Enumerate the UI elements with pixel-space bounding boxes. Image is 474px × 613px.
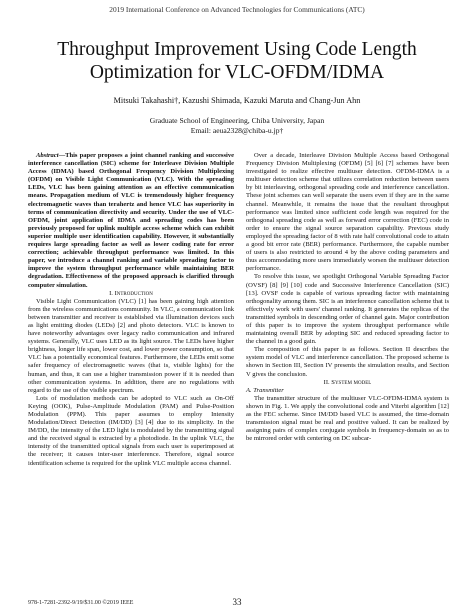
title-line-2: Optimization for VLC-OFDM/IDMA <box>89 62 385 83</box>
title-line-1: Throughput Improvement Using Code Length <box>57 39 417 60</box>
paragraph: Visible Light Communication (VLC) [1] has been gaining high attention from the wireless communications community. In VLC, a communication link between transmitter and receiver is established via illumination devices such as light emitting diodes (LEDs) [2] and photo detectors. VLC is known to have noteworthy advantages over legacy radio communication and infrared systems. Generally, VLC uses LED as its light source. The LEDs have higher brightness, longer life span, lower cost, and lower power consumption, so that VLC has a potentially economical features. Furthermore, the LEDs emit some safer frequency of electromagnetic waves (that is, visible lights) for the human, and thus, it can use a higher transmission power if it is needed than other communication systems. In addition, there are no regulations with regard to the use of the visible spectrum. <box>28 297 234 394</box>
affiliation-block <box>0 116 474 136</box>
right-column <box>246 152 449 443</box>
paragraph: Lots of modulation methods can be adopted to VLC such as On-Off Keying (OOK), Pulse-Amplitude Modulation (PAM) and Pulse-Position Modulation (PPM). This paper assumes to employ Intensity Modulation/Direct Detection (IM/DD) [3] [4] due to its simplicity. In the IM/DD, the intensity of the LED light is modulated by the transmitting signal and the received signal is extracted by a photodiode. In the uplink VLC, the intensity of the transmitted optical signals from each user is superimposed at the receiver; it causes inter-user interference. Therefore, signal source identification scheme is required for the uplink VLC multiple access channel. <box>28 394 234 467</box>
abstract-text: —This paper proposes a joint channel ranking and successive interference cancellation (SIC) scheme for Interleave Division Multiple Access (IDMA) based Orthogonal Frequency Division Multiplexing (OFDM) on Visible Light Communication (VLC). With the spreading LEDs, VLC has been gaining attention as an effective communication means. Propagation medium of VLC is tremendously higher frequency electromagnetic waves than terahertz and hence VLC has superiority in terms of communication directivity and security. Under the use of VLC-OFDM, joint application of IDMA and spreading codes has been previously proposed for uplink multiple access scheme which can exhibit superior multiple user identification capability. However, it substantially requires large spreading factor as well as lower coding rate for error correction; achievable throughput performance was limited. In this paper, we introduce a channel ranking and variable spreading factor to improve the system throughput performance while maintaining BER degradation. Effectiveness of the proposed approach is clarified through computer simulation. <box>28 152 234 289</box>
copyright-footer: 978-1-7281-2392-9/19/$31.00 ©2019 IEEE <box>28 600 134 606</box>
paragraph: To resolve this issue, we spotlight Orthogonal Variable Spreading Factor (OVSF) [8] [9] [10] code and Successive Interference Cancellation (SIC) [13]. OVSF code is capable of various spreading factor with maintaining orthogonality among them. SIC is an interference cancellation scheme that is effectively work with users' channel ranking. It generates the replicas of the transmitted symbols in descending order of channel gain. Major contribution of this paper is to improve the system throughput performance while maintaining overall BER by adopting SIC and reduced spreading factor to the channel in a good gain. <box>246 273 449 346</box>
affiliation: Graduate School of Engineering, Chiba University, Japan <box>149 116 325 125</box>
paragraph: Over a decade, Interleave Division Multiple Access based Orthogonal Frequency Division Multiplexing (OFDM) [5] [6] [7] schemes have been investigated to realize effective multiuser detection. OFDM-IDMA is a multiuser detection scheme that utilizes correlation reduction between users by bit interleaving, orthogonal spreading code and interference cancellation. These joint schemes can well separate the users even if they are in the same channel. Meanwhile, it remains the issue that the resultant throughput performance was limited since sufficient code length was required for the orthogonal spreading code as well as forward error correction (FEC) code in order to ensure the signal source separation capability. Previous study employed the spreading factor of 8 with rate half convolutional code to attain a good bit error rate (BER) performance. Furthermore, the capable number of users is also restricted to around 4 by the above coding parameters and thus accommodating more users immediately worsen the multiuser detection performance. <box>246 152 449 273</box>
paragraph: The composition of this paper is as follows. Section II describes the system model of VLC and interference cancellation. The proposed scheme is shown in Section III, Section IV presents the simulation results, and Section V gives the conclusion. <box>246 346 449 378</box>
section-2-heading: II. System model <box>323 378 372 386</box>
left-column <box>28 152 234 468</box>
authors: Mitsuki Takahashi†, Kazushi Shimada, Kazuki Maruta and Chang-Jun Ahn <box>113 96 361 105</box>
abstract-label: Abstract <box>36 152 59 159</box>
email: Email: aeua2328@chiba-u.jp† <box>190 126 284 135</box>
conference-header: 2019 International Conference on Advanced Technologies for Communications (ATC) <box>109 5 365 14</box>
page-number: 33 <box>232 597 242 607</box>
abstract <box>28 152 234 290</box>
paragraph: The transmitter structure of the multiuser VLC-OFDM-IDMA system is shown in Fig. 1. We apply the convolutional code and Viterbi algorithm [12] as the FEC scheme. Since IM/DD based VLC is assumed, the time-domain transmission signal must be real and positive valued. It can be realized by assigning pairs of complex conjugate symbols in frequency-domain so as to be mirrored order with centering on DC subcar- <box>246 394 449 443</box>
paper-title <box>20 38 454 84</box>
section-1-heading: I. Introduction <box>109 289 153 297</box>
subsection-heading: A. Transmitter <box>246 386 284 394</box>
